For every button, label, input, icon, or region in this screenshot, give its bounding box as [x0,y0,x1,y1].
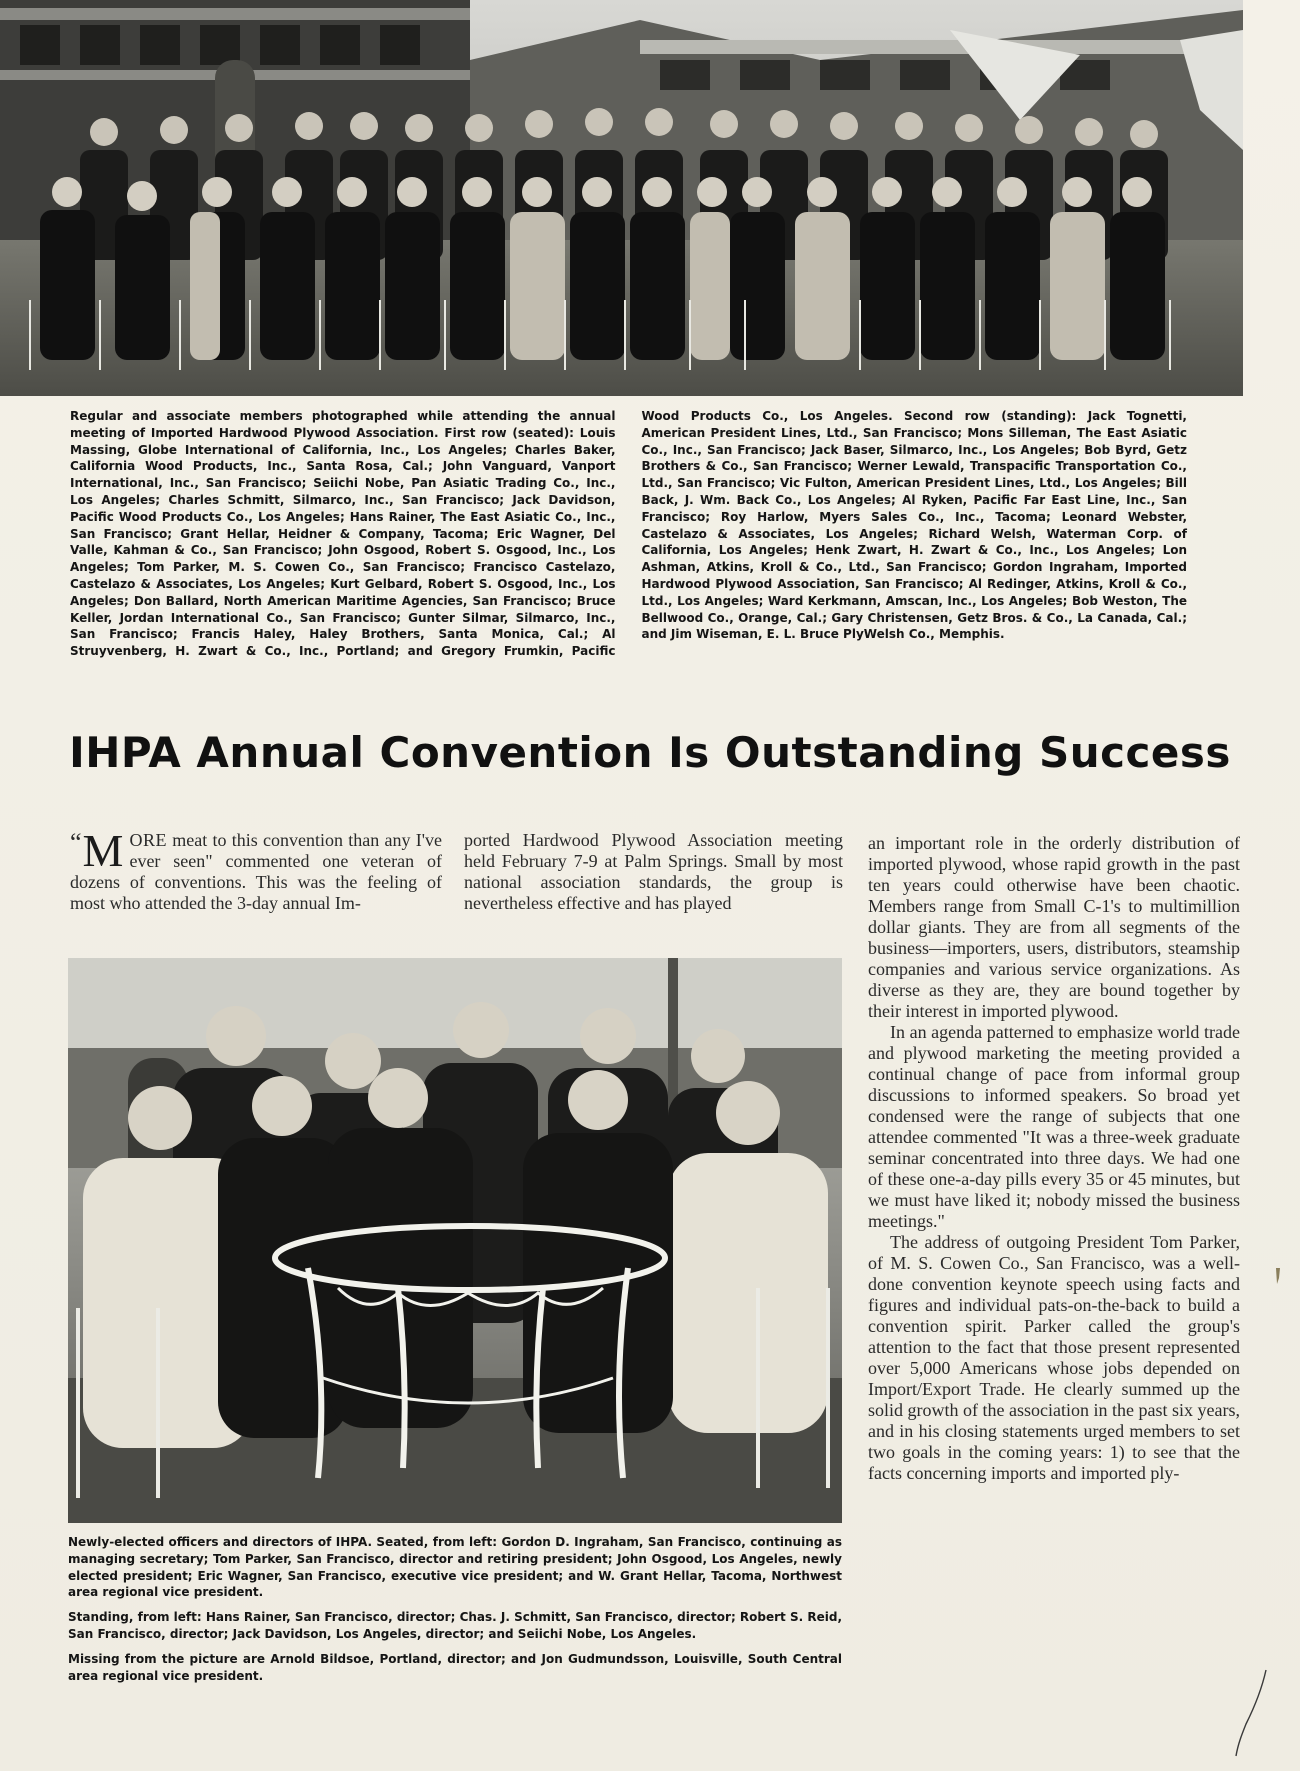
column-3-paragraph-3: The address of outgoing President Tom Parker, of M. S. Cowen Co., San Francisco, was a well-done convention keynote speech using facts and figures and individual pats-on-the-back to build a convention spirit. Parker called the group's attention to the fact that those present represented over 5,000 Americans whose jobs depended on Import/Export Trade. He clearly summed up the solid growth of the association in the past six years, and in his closing statements urged members to set two goals in the coming years: 1) to see that the facts concerning imports and imported ply- [868,1232,1240,1483]
group-photo [0,0,1243,396]
group-photo-caption [70,408,1187,670]
article-column-1 [70,825,442,914]
article-column-3 [868,833,1240,1484]
group-photo-graphic [0,0,1243,396]
caption-seated: Newly-elected officers and directors of IHPA. Seated, from left: Gordon D. Ingraham, San Francisco, continuing as managing secretary; Tom Parker, San Francisco, director and retiring president; John Osgood, Los Angeles, newly elected president; Eric Wagner, San Francisco, executive vice president; and W. Grant Hellar, Tacoma, Northwest area regional vice president. [68,1535,842,1600]
column-3-paragraph-2: In an agenda patterned to emphasize world trade and plywood marketing the meeting provided a continual change of pace from informal group discussions to informed speakers. So broad yet condensed were the range of subjects that one attendee commented "It was a three-week graduate seminar concentrated into three days. We had one of these one-a-day pills every 35 or 45 minutes, but we must have liked it; nobody missed the business meetings." [868,1022,1240,1231]
officers-photo-graphic [68,958,842,1523]
column-2-paragraph: ported Hardwood Plywood Association meeting held February 7-9 at Palm Springs. Small by most national association standards, the group is nevertheless effective and has played [464,830,843,913]
opening-text: meat to this convention than any I've ever seen" commented one veteran of dozens of conventions. This was the feeling of most who attended the 3-day annual Im- [70,830,442,913]
article-opening-paragraph [70,825,442,914]
article-headline: IHPA Annual Convention Is Outstanding Success [69,728,1231,777]
dropcap-letter: M [82,825,124,876]
margin-mark [1274,1268,1282,1284]
caption-missing: Missing from the picture are Arnold Bildsoe, Portland, director; and Jon Gudmundsson, Louisville, South Central area regional vice president. [68,1651,842,1683]
opening-smallcaps: ORE [129,830,167,850]
article-column-2 [464,830,843,914]
officers-photo-caption [68,1534,842,1692]
pen-mark [1232,1668,1272,1758]
caption-standing: Standing, from left: Hans Rainer, San Francisco, director; Chas. J. Schmitt, San Francisco, director; Robert S. Reid, San Francisco, director; Jack Davidson, Los Angeles, director; and Seiichi Nobe, Los Angeles. [68,1610,842,1641]
column-3-paragraph-1: an important role in the orderly distribution of imported plywood, whose rapid growth in the past ten years could otherwise have been chaotic. Members range from Small C-1's to multimillion dollar giants. They are from all segments of the business—importers, users, distributors, steamship companies and various service organizations. As diverse as they are, they are bound together by their interest in imported plywood. [868,833,1240,1021]
opening-quote: “ [70,828,82,857]
officers-photo [68,958,842,1523]
group-photo-caption-text: Regular and associate members photographed while attending the annual meeting of Imported Hardwood Plywood Association. First row (seated): Louis Massing, Globe International of California, Inc., Los Angeles; Charles Baker, California Wood Products, Inc., Santa Rosa, Cal.; John Vanguard, Vanport International, Inc., San Francisco; Seiichi Nobe, Pan Asiatic Trading Co., Inc., Los Angeles; Charles Schmitt, Silmarco, Inc., San Francisco; Jack Davidson, Pacific Wood Products Co., Los Angeles; Hans Rainer, The East Asiatic Co., Inc., San Francisco; Grant Hellar, Heidner & Company, Tacoma; Eric Wagner, Del Valle, Kahman & Co., San Francisco; John Osgood, Robert S. Osgood, Inc., Los Angeles; Tom Parker, M. S. Cowen Co., San Francisco; Francisco Castelazo, Castelazo & Associates, Los Angeles; Kurt Gelbard, Robert S. Osgood, Inc., Los Angeles; Don Ballard, North American Maritime Agencies, San Francisco; Bruce Keller, Jordan International Co., San Francisco; Gunter Silmar, Silmarco, Inc., San Francisco; Francis Haley, Haley Brothers, Santa Monica, Cal.; Al Struyvenberg, H. Zwart & Co., Inc., Portland; and Gregory Frumkin, Pacific Wood Products Co., Los Angeles. Second row (standing): Jack Tognetti, American President Lines, Ltd., San Francisco; Mons Silleman, The East Asiatic Co., Inc., San Francisco; Jack Baser, Silmarco, Inc., Los Angeles; Bob Byrd, Getz Brothers & Co., San Francisco; Werner Lewald, Transpacific Transportation Co., Ltd., San Francisco; Vic Fulton, American President Lines, Ltd., Los Angeles; Bill Back, J. Wm. Back Co., Los Angeles; Al Ryken, Pacific Far East Line, Inc., San Francisco; Roy Harlow, Myers Sales Co., Inc., Tacoma; Leonard Webster, Castelazo & Associates, Los Angeles; Richard Welsh, Waterman Corp. of California, Los Angeles; Henk Zwart, H. Zwart & Co., Inc., Los Angeles; Lon Ashman, Atkins, Kroll & Co., Ltd., San Francisco; Gordon Ingraham, Imported Hardwood Plywood Association, San Francisco; Al Redinger, Atkins, Kroll & Co., Ltd., Los Angeles; Ward Kerkmann, Amscan, Inc., Los Angeles; Bob Weston, The Bellwood Co., Orange, Cal.; Gary Christensen, Getz Bros. & Co., La Canada, Cal.; and Jim Wiseman, E. L. Bruce PlyWelsh Co., Memphis. [70,409,1187,659]
